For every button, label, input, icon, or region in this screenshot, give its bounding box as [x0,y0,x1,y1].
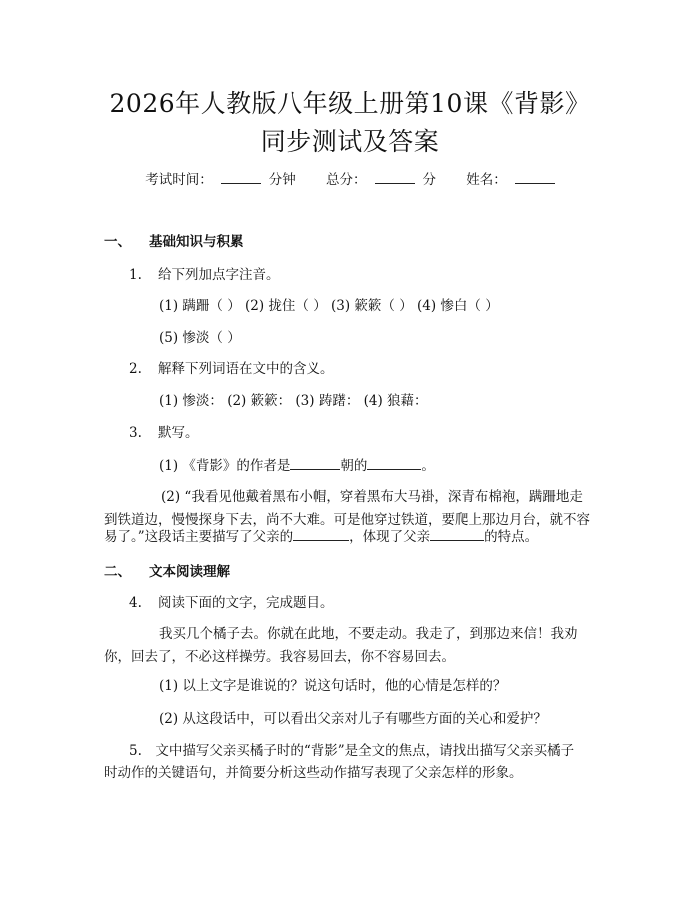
dynasty-blank [367,457,421,470]
sub2-line3-c: 的特点。 [484,529,539,545]
question-5-line1: 5. 文中描写父亲买橘子时的“背影”是全文的焦点，请找出描写父亲买橘子 [129,743,575,759]
question-4-sub1: (1) 以上文字是谁说的？说这句话时，他的心情是怎样的？ [159,678,507,694]
question-3-sub1 [159,454,435,474]
question-2 [129,357,334,377]
passage-line1: 我买几个橘子去。你就在此地，不要走动。我走了，到那边来信！我劝 [159,626,578,642]
section-heading-2 [104,560,230,580]
exam-time-blank [221,172,261,184]
question-2-items: (1) 惨淡： (2) 簌簌： (3) 踌躇： (4) 狼藉： [159,393,428,409]
question-number: 2. [129,361,142,377]
question-3-sub2-line1: (2) “我看见他戴着黑布小帽，穿着黑布大马褂，深青布棉袍，蹒跚地走 [161,489,583,505]
question-text: 默写。 [158,425,199,441]
description-blank [293,528,349,541]
question-1 [129,263,280,283]
total-score-label: 总分： [326,172,367,188]
name-label: 姓名： [466,172,507,188]
document-title: 2026年人教版八年级上册第10课《背影》 [109,89,591,118]
section-number: 二、 [104,564,131,580]
question-3-sub2-line3 [104,525,538,545]
total-score-unit: 分 [422,172,436,188]
section-heading-1 [104,230,244,250]
question-3 [129,421,199,441]
question-4-sub2: (2) 从这段话中，可以看出父亲对儿子有哪些方面的关心和爱护？ [159,711,547,727]
name-blank [515,172,555,184]
question-5-line2: 时动作的关键语句，并简要分析这些动作描写表现了父亲怎样的形象。 [104,765,523,781]
section-title: 基础知识与积累 [149,234,244,250]
exam-info [0,168,700,188]
sub2-line3-b: ，体现了父亲 [349,529,431,545]
passage-line2: 你，回去了，不必这样操劳。我容易回去，你不容易回去。 [104,649,455,665]
document-subtitle: 同步测试及答案 [260,127,440,156]
question-3-sub2-line2: 到铁道边，慢慢探身下去，尚不大难。可是他穿过铁道，要爬上那边月台，就不容 [104,512,590,528]
section-number: 一、 [104,234,131,250]
question-number: 1. [129,267,142,283]
question-number: 3. [129,425,142,441]
exam-time-unit: 分钟 [268,172,296,188]
question-text: 给下列加点字注音。 [158,267,280,283]
total-score-blank [375,172,415,184]
sub1-suffix: 。 [421,458,435,474]
sub1-prefix: (1) 《背影》的作者是 [159,458,291,474]
author-blank [290,457,340,470]
question-1-items-line2: (5) 惨淡（ ） [159,330,241,346]
section-title: 文本阅读理解 [149,564,230,580]
question-number: 4. [129,595,142,611]
sub1-mid: 朝的 [340,458,368,474]
question-text: 阅读下面的文字，完成题目。 [158,595,334,611]
exam-time-label: 考试时间： [145,172,213,188]
trait-blank [430,528,484,541]
question-1-items-line1: (1) 蹒跚（ ） (2) 拢住（ ） (3) 簌簌（ ） (4) 惨白（ ） [159,298,499,314]
sub2-line3-a: 易了。”这段话主要描写了父亲的 [104,529,294,545]
question-4 [129,591,334,611]
question-text: 解释下列词语在文中的含义。 [158,361,334,377]
